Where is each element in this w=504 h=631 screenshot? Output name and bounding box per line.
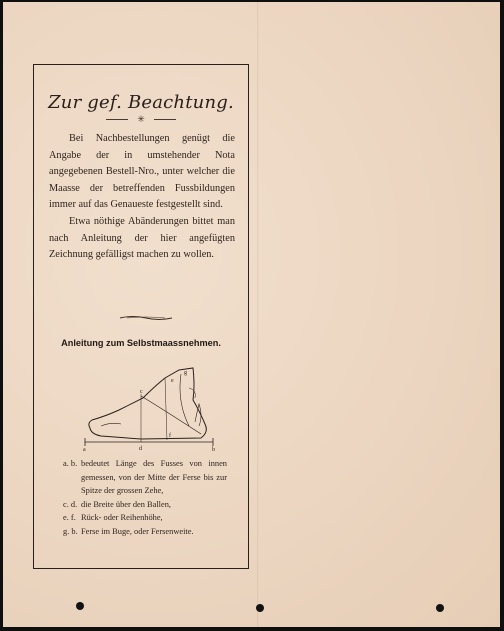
legend-item [63,498,249,512]
legend-key: c. d. [63,499,78,509]
point-label: a [83,447,86,451]
legend-text: Ferse im Buge, oder Fersenweite. [81,526,194,536]
legend-text: Rück- oder Reihenhöhe, [81,513,163,523]
instructions-heading: Anleitung zum Selbstmaassnehmen. [61,338,221,348]
legend-item [63,457,249,498]
paragraph: Etwa nöthige Abänderungen bittet man nach Anleitung der hier angefügten Zeichnung gefälligst machen zu wollen. [49,215,235,261]
foot-measurement-diagram [81,366,219,451]
point-label: b [212,447,215,451]
punch-hole [76,602,84,610]
legend-key: a. b. [63,459,78,468]
point-label: d [139,446,142,451]
point-label: e [171,378,174,384]
legend-text: die Breite über den Ballen, [81,499,171,509]
legend-item [63,525,249,539]
punch-hole [256,604,264,612]
notice-text [49,131,235,264]
diagram-legend [63,457,249,539]
point-label: c [140,389,143,395]
notice-box [33,64,249,569]
page-fold [257,2,259,627]
paragraph: Bei Nachbestellungen genügt die Angabe der in umstehender Nota angegebenen Bestell-Nro., unter welcher die Maasse der betreffenden Fussbildungen immer auf das Genaueste festgestellt sind. [49,133,235,211]
legend-key: g. b. [63,526,78,536]
point-label: f [169,433,171,439]
title-rule-right [154,119,176,120]
legend-text: bedeutet Länge des Fusses von innen gemessen, von der Mitte der Ferse bis zur Spitze der grossen Zehe, [81,459,227,496]
document-page [3,2,500,627]
legend-key: e. f. [63,513,76,523]
punch-hole [436,604,444,612]
point-label: g [184,370,187,376]
asterism-ornament: ✳ [137,114,145,124]
divider-ornament [119,315,173,321]
notice-title: Zur gef. Beachtung. [48,92,234,113]
legend-item [63,511,249,525]
